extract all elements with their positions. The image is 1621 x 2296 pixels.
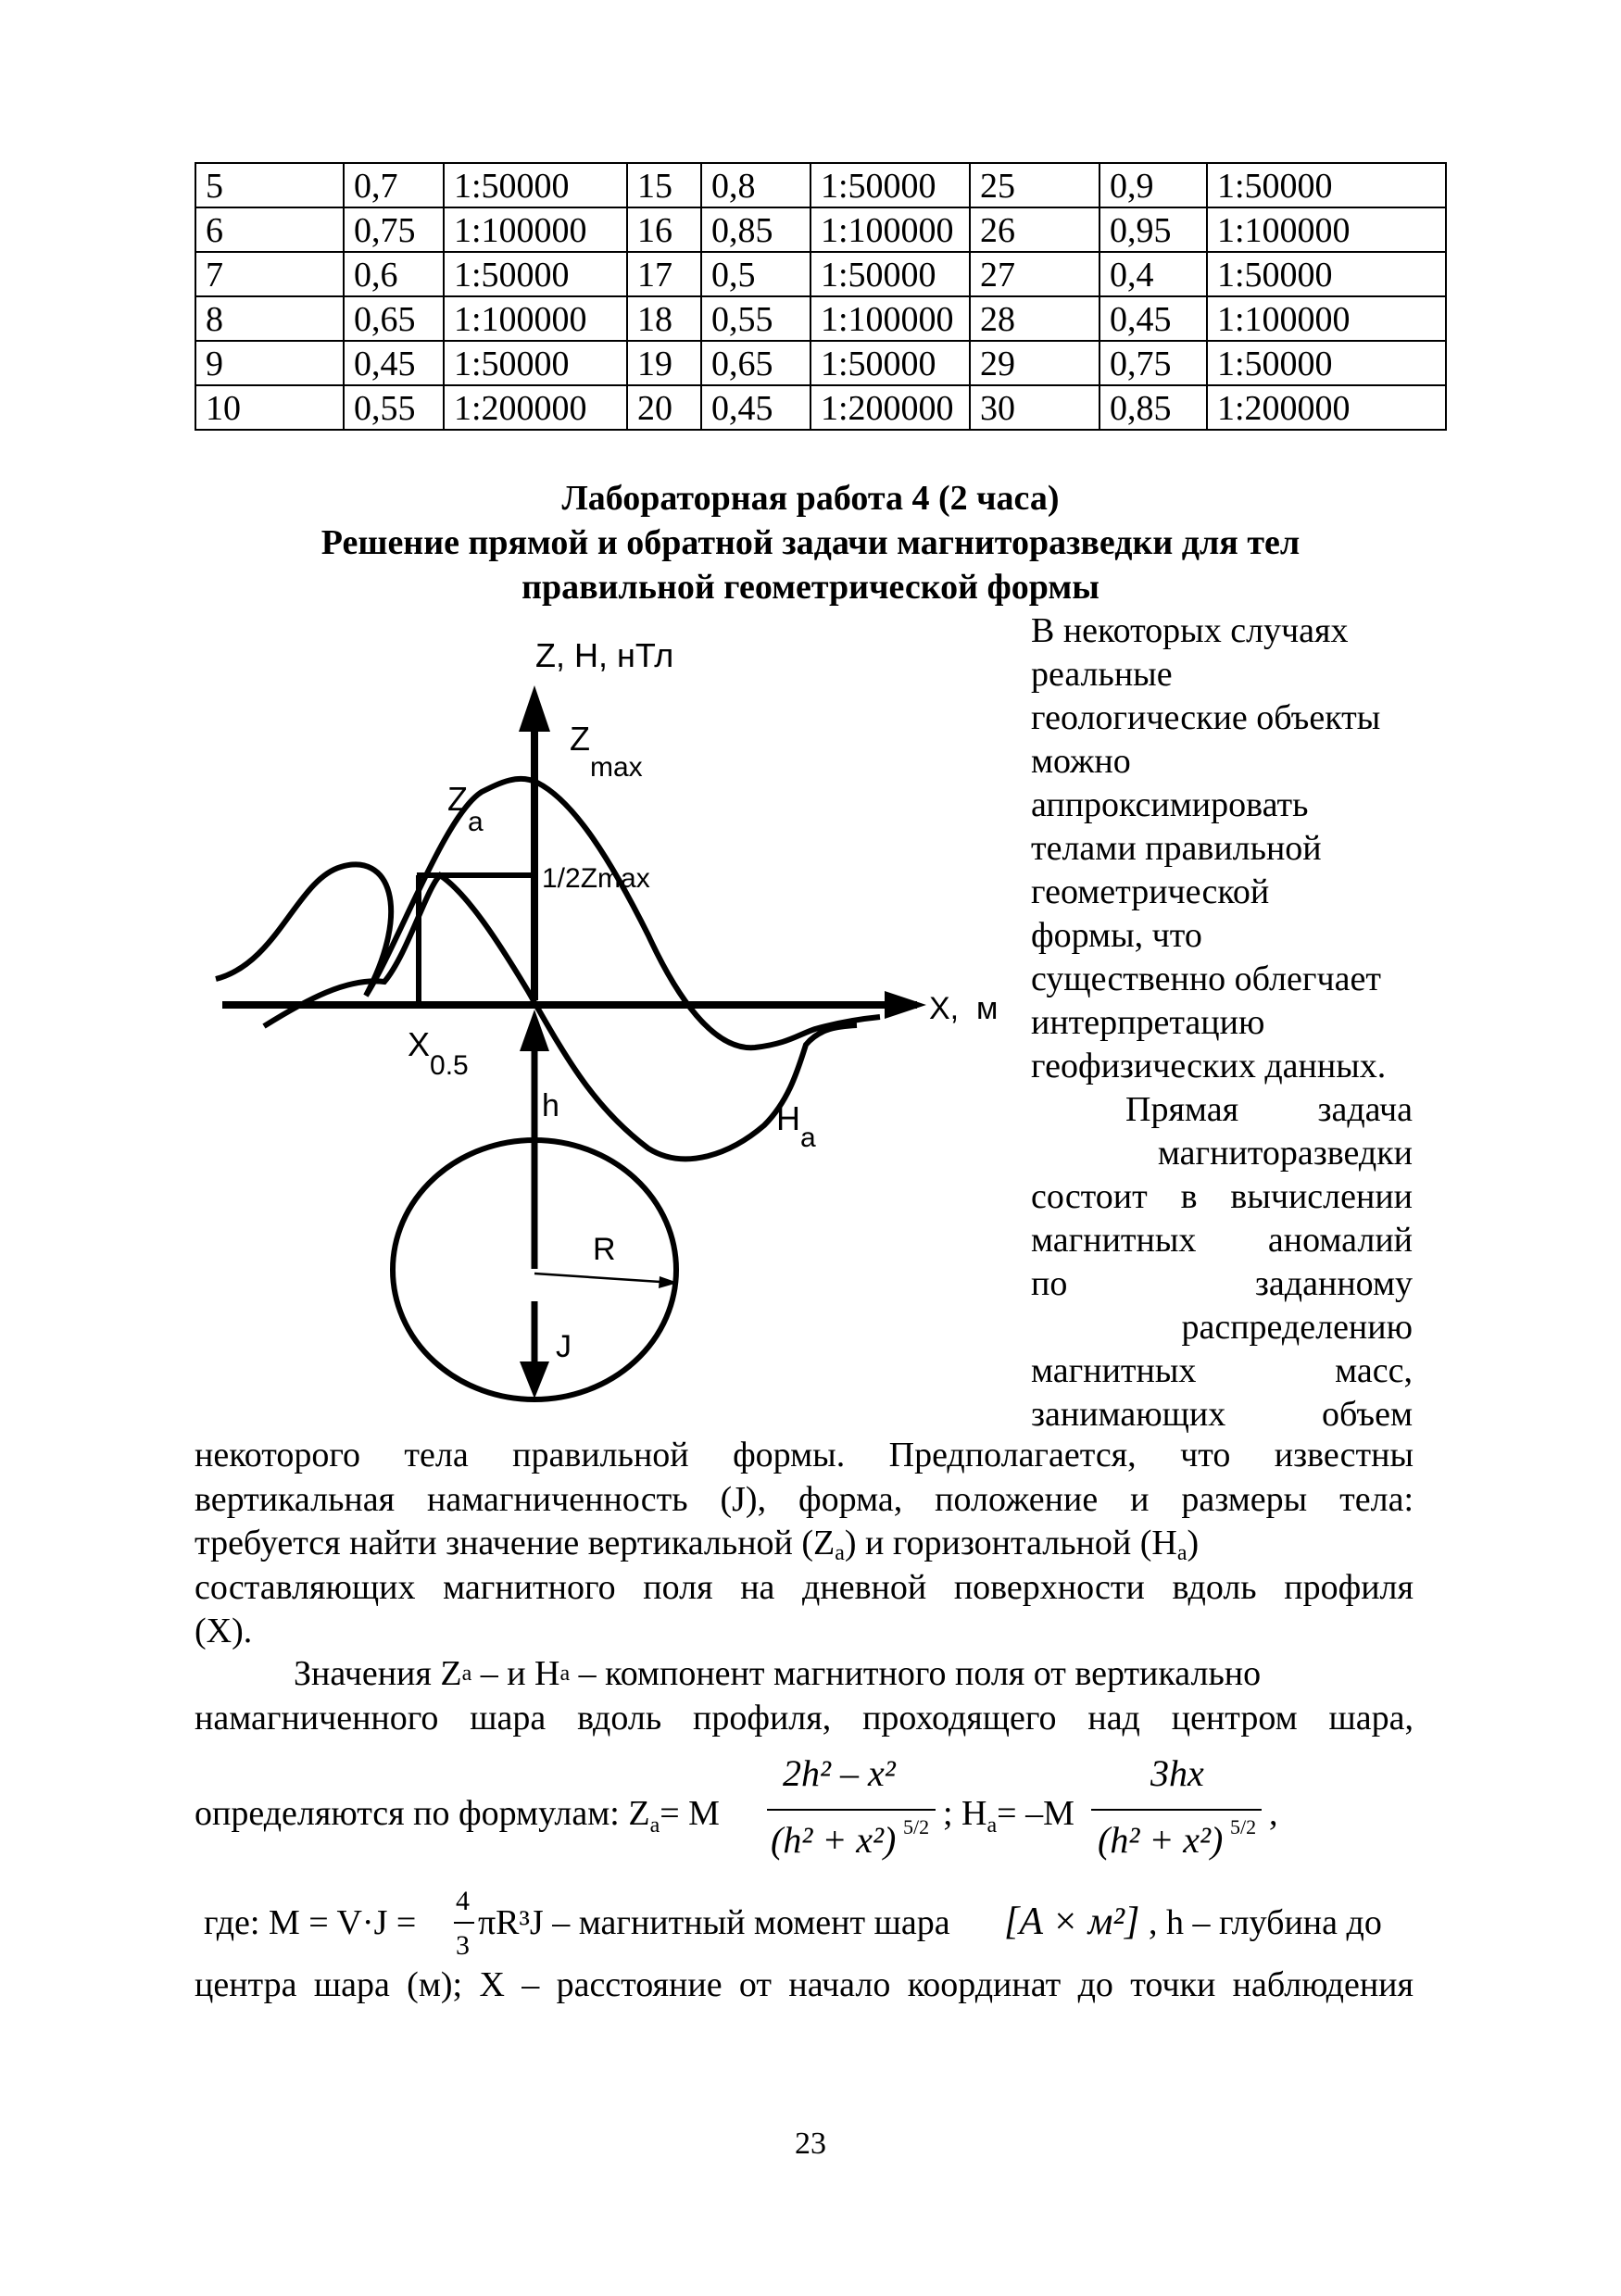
para-line: (X).: [195, 1612, 253, 1650]
para-line: [195, 1566, 1414, 1611]
word: центром: [1171, 1698, 1298, 1738]
side-line: [1031, 1393, 1413, 1437]
table-cell: 10: [195, 385, 344, 430]
word: некоторого: [195, 1436, 360, 1474]
word: магнитных: [1031, 1351, 1197, 1390]
exponent-1: 5/2: [903, 1815, 930, 1838]
word: формы.: [733, 1436, 846, 1474]
word: шара: [470, 1698, 547, 1738]
table-cell: 0,65: [344, 296, 444, 341]
word: форма,: [798, 1479, 903, 1519]
word: вычислении: [1230, 1177, 1413, 1216]
word: (J),: [720, 1479, 767, 1519]
table-cell: 1:50000: [810, 341, 970, 385]
table-cell: 1:50000: [1207, 341, 1446, 385]
para-text: ) и горизонтальной (H: [844, 1524, 1177, 1562]
table-cell: 1:50000: [444, 163, 627, 207]
numerator-2: 3hx: [1150, 1752, 1204, 1794]
word: размеры: [1181, 1479, 1308, 1519]
za-sub-text: a: [835, 1541, 845, 1565]
word: тела: [404, 1436, 469, 1474]
table-cell: 0,8: [701, 163, 810, 207]
table-cell: 1:100000: [444, 207, 627, 252]
side-line: В некоторых случаях: [1031, 611, 1349, 650]
table-cell: 5: [195, 163, 344, 207]
word: шара,: [1328, 1698, 1414, 1738]
table-row: [195, 341, 1446, 385]
word: от: [738, 1965, 773, 2004]
word: до: [1077, 1965, 1113, 2004]
half-zmax-sub: max: [597, 863, 650, 894]
unit-bracket: [A × м²]: [1004, 1901, 1140, 1943]
word: занимающих: [1031, 1395, 1226, 1434]
word: координат: [907, 1965, 1062, 2004]
table-cell: 1:200000: [810, 385, 970, 430]
table-cell: 27: [970, 252, 1100, 296]
word: в: [1180, 1177, 1198, 1216]
side-line: телами правильной: [1031, 829, 1322, 868]
para-seg: [195, 1522, 1199, 1566]
table-cell: 0,55: [701, 296, 810, 341]
table-cell: 0,75: [344, 207, 444, 252]
table-cell: 0,5: [701, 252, 810, 296]
word: намагниченного: [195, 1698, 439, 1738]
radius-line: [534, 1273, 674, 1283]
word: известны: [1274, 1436, 1414, 1474]
table-cell: 9: [195, 341, 344, 385]
para-line: [195, 1478, 1414, 1523]
word: составляющих: [195, 1567, 416, 1607]
table-cell: 8: [195, 296, 344, 341]
side-line: [1031, 1219, 1413, 1262]
word: дневной: [802, 1567, 927, 1607]
table-cell: 0,6: [344, 252, 444, 296]
formula-eq2: = –M: [997, 1794, 1074, 1833]
ha-label: [776, 1099, 816, 1153]
side-line: [1031, 1088, 1413, 1132]
paragraph-2: [195, 1652, 1414, 1740]
side-line: распределению: [1181, 1308, 1413, 1347]
word: намагниченность: [427, 1479, 688, 1519]
side-line: можно: [1031, 742, 1131, 781]
zmax-sub: max: [590, 752, 643, 783]
half-zmax-main: 1/2Z: [542, 863, 598, 894]
para-sub: a: [461, 1662, 472, 1686]
word: магнитных: [1031, 1221, 1197, 1260]
radius-label: R: [593, 1232, 616, 1267]
word: наблюдения: [1232, 1965, 1414, 2004]
word: поля: [643, 1567, 713, 1607]
table-row: [195, 296, 1446, 341]
table-cell: 1:50000: [444, 341, 627, 385]
word: аномалий: [1267, 1221, 1413, 1260]
frac-num: 4: [456, 1886, 470, 1916]
table-cell: 1:100000: [810, 296, 970, 341]
word: X: [479, 1965, 505, 2004]
ha-sub-text: a: [1176, 1541, 1187, 1565]
word: профиля: [1284, 1567, 1414, 1607]
word: заданному: [1254, 1264, 1413, 1303]
side-line: геометрической: [1031, 872, 1270, 911]
where-line-2: [195, 1964, 1414, 2008]
word: состоит: [1031, 1177, 1148, 1216]
para-line: [195, 1522, 1414, 1566]
table-cell: 0,45: [1100, 296, 1207, 341]
table-row: [195, 252, 1446, 296]
lab-title: Лабораторная работа 4 (2 часа): [561, 479, 1060, 518]
word: на: [740, 1567, 775, 1607]
para-text: – и H: [471, 1654, 560, 1693]
table-cell: 1:50000: [810, 252, 970, 296]
table-body: [195, 163, 1446, 430]
table-cell: 0,7: [344, 163, 444, 207]
lab-subtitle-line2: правильной геометрической формы: [521, 568, 1100, 607]
table-cell: 1:100000: [444, 296, 627, 341]
word: Прямая: [1125, 1090, 1239, 1129]
side-justified: [1125, 1088, 1413, 1132]
half-zmax-label: [542, 863, 650, 894]
word: масс,: [1335, 1351, 1413, 1390]
table-cell: 1:100000: [1207, 296, 1446, 341]
para-line: [195, 1964, 1414, 2008]
magnetic-anomaly-diagram: [185, 611, 1019, 1426]
word: –: [521, 1965, 540, 2004]
paragraph-1: [195, 1434, 1414, 1654]
word: по: [1031, 1264, 1068, 1303]
denominator-2: (h² + x²): [1098, 1819, 1224, 1861]
word: шара: [313, 1965, 390, 2004]
table-cell: 15: [627, 163, 701, 207]
word: над: [1087, 1698, 1140, 1738]
table-cell: 0,75: [1100, 341, 1207, 385]
side-line: [1031, 1349, 1413, 1393]
sep-text: ; H: [943, 1794, 987, 1833]
table-cell: 7: [195, 252, 344, 296]
zmax-label: [570, 720, 643, 783]
table-row: [195, 207, 1446, 252]
y-axis-label: Z, H, нТл: [535, 636, 674, 674]
where-prefix: где: M = V·J =: [204, 1903, 425, 1942]
table-cell: 28: [970, 296, 1100, 341]
table-cell: 18: [627, 296, 701, 341]
magnetization-arrowhead: [520, 1361, 549, 1399]
data-table: [195, 162, 1447, 431]
side-text: [1031, 609, 1413, 1437]
word: задача: [1317, 1090, 1413, 1129]
table-cell: 26: [970, 207, 1100, 252]
side-line: геофизических данных.: [1031, 1047, 1387, 1085]
table-cell: 6: [195, 207, 344, 252]
para-text: ): [1187, 1524, 1200, 1562]
x05-main: X: [408, 1025, 431, 1063]
word: вдоль: [577, 1698, 662, 1738]
word: начало: [788, 1965, 891, 2004]
formula-lead: [195, 1794, 720, 1838]
side-line: реальные: [1031, 655, 1173, 694]
table-cell: 0,85: [1100, 385, 1207, 430]
table-cell: 29: [970, 341, 1100, 385]
para-line: [195, 1652, 1414, 1697]
word: вертикальная: [195, 1479, 396, 1519]
zmax-main: Z: [570, 720, 590, 758]
para-text: требуется найти значение вертикальной (Z: [195, 1524, 836, 1562]
formula-lead-text: определяются по формулам: Z: [195, 1794, 650, 1833]
word: магнитного: [443, 1567, 616, 1607]
where-suffix: , h – глубина до: [1149, 1903, 1382, 1942]
word: расстояние: [556, 1965, 723, 2004]
table-row: [195, 163, 1446, 207]
table-cell: 30: [970, 385, 1100, 430]
h-label: h: [542, 1088, 559, 1123]
table-cell: 1:200000: [444, 385, 627, 430]
word: тела:: [1339, 1479, 1414, 1519]
word: объем: [1322, 1395, 1413, 1434]
word: профиля,: [693, 1698, 832, 1738]
x-axis-label: X, м: [929, 991, 999, 1026]
table-cell: 1:100000: [1207, 207, 1446, 252]
para-sub: a: [559, 1662, 571, 1686]
table-cell: 1:200000: [1207, 385, 1446, 430]
za-sub: a: [468, 807, 484, 837]
table-cell: 1:50000: [444, 252, 627, 296]
table-cell: 0,45: [701, 385, 810, 430]
side-line: формы, что: [1031, 916, 1202, 955]
table-cell: 1:50000: [1207, 252, 1446, 296]
para-line: [195, 1434, 1414, 1478]
side-line: [1031, 1262, 1413, 1306]
table-row: [195, 385, 1446, 430]
word: вдоль: [1172, 1567, 1257, 1607]
table-cell: 0,9: [1100, 163, 1207, 207]
word: (м);: [407, 1965, 463, 2004]
formula-lead-sub: a: [649, 1813, 660, 1838]
y-axis-arrowhead: [519, 685, 550, 732]
formula-tail: ,: [1269, 1794, 1278, 1833]
side-line: магниторазведки: [1157, 1134, 1413, 1173]
table-cell: 0,85: [701, 207, 810, 252]
lab-subtitle-line1: Решение прямой и обратной задачи магниторазведки для тел: [320, 523, 1301, 562]
table-cell: 25: [970, 163, 1100, 207]
word: и: [1130, 1479, 1150, 1519]
word: положение: [935, 1479, 1099, 1519]
ha-main: H: [776, 1099, 800, 1137]
table-cell: 0,65: [701, 341, 810, 385]
table-cell: 0,55: [344, 385, 444, 430]
frac-den: 3: [456, 1930, 470, 1961]
table-cell: 16: [627, 207, 701, 252]
side-line: геологические объекты: [1031, 698, 1381, 737]
formula-sep: [943, 1794, 1074, 1838]
j-label: J: [556, 1329, 572, 1364]
table-cell: 0,45: [344, 341, 444, 385]
page-number: 23: [795, 2127, 826, 2161]
word: что: [1180, 1436, 1231, 1474]
side-line: интерпретацию: [1031, 1003, 1265, 1042]
x05-sub: 0.5: [430, 1050, 469, 1081]
word: Предполагается,: [888, 1436, 1137, 1474]
formula-eq1: = M: [660, 1794, 720, 1833]
where-mid: πR³J – магнитный момент шара: [478, 1903, 960, 1942]
table-cell: 19: [627, 341, 701, 385]
table-cell: 0,4: [1100, 252, 1207, 296]
numerator-1: 2h² – x²: [783, 1752, 896, 1794]
side-line: аппроксимировать: [1031, 785, 1309, 824]
table-cell: 1:100000: [810, 207, 970, 252]
table-cell: 1:50000: [1207, 163, 1446, 207]
ha-curve: [264, 875, 857, 1159]
side-line: [1031, 1175, 1413, 1219]
za-main: Z: [447, 780, 468, 818]
para-text: Значения Z: [294, 1654, 462, 1693]
denominator-1: (h² + x²): [771, 1819, 897, 1861]
table-cell: 1:50000: [810, 163, 970, 207]
para-text: – компонент магнитного поля от вертикально: [570, 1654, 1262, 1693]
x05-label: [408, 1025, 469, 1081]
word: центра: [195, 1965, 297, 2004]
x-axis-arrowhead: [885, 991, 926, 1019]
table-cell: 20: [627, 385, 701, 430]
word: правильной: [512, 1436, 689, 1474]
sep-sub: a: [986, 1813, 998, 1838]
word: проходящего: [862, 1698, 1057, 1738]
word: поверхности: [953, 1567, 1145, 1607]
word: точки: [1130, 1965, 1216, 2004]
table-cell: 0,95: [1100, 207, 1207, 252]
ha-sub: a: [800, 1123, 816, 1153]
side-line: существенно облегчает: [1031, 960, 1381, 998]
table-cell: 17: [627, 252, 701, 296]
exponent-2: 5/2: [1230, 1815, 1257, 1838]
